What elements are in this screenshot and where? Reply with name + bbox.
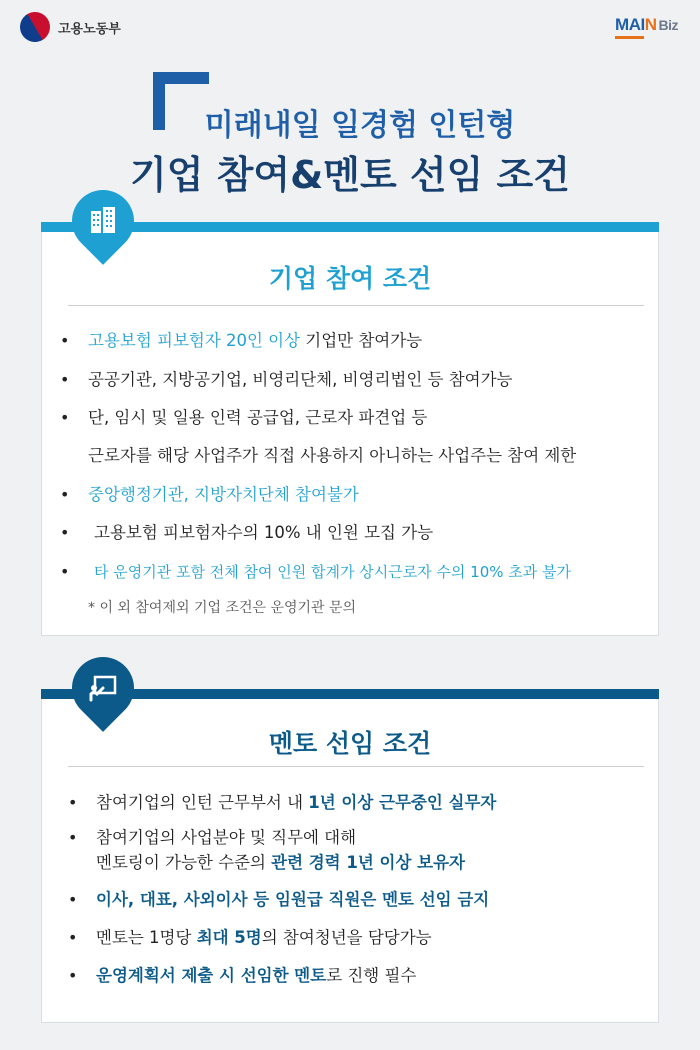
item-text: 멘토링이 가능한 수준의 <box>96 853 272 872</box>
top-bar <box>0 0 700 60</box>
taegeuk-icon <box>15 7 56 48</box>
bullet: • <box>68 928 78 947</box>
footnote: * 이 외 참여제외 기업 조건은 운영기관 문의 <box>88 600 357 616</box>
item-highlight: 관련 경력 1년 이상 보유자 <box>271 853 465 872</box>
divider <box>68 305 644 306</box>
section-title: 멘토 선임 조건 <box>268 729 432 758</box>
brand-biz: Biz <box>658 17 678 33</box>
item-highlight: 최대 5명 <box>196 928 262 947</box>
bullet: • <box>60 485 70 504</box>
item-highlight: 고용보험 피보험자 20인 이상 <box>88 331 301 350</box>
company-conditions-card <box>41 222 659 636</box>
building-icon <box>83 201 123 241</box>
item-text: 참여기업의 사업분야 및 직무에 대해 <box>96 828 357 847</box>
divider <box>68 766 644 767</box>
bullet: • <box>68 793 78 812</box>
item-text: 공공기관, 지방공기업, 비영리단체, 비영리법인 등 참여가능 <box>88 370 513 389</box>
item-highlight: 이사, 대표, 사외이사 등 임원급 직원은 멘토 선임 금지 <box>96 890 490 909</box>
item-text: 멘토는 1명당 <box>96 928 197 947</box>
item-highlight: 중앙행정기관, 지방자치단체 참여불가 <box>88 485 359 504</box>
bullet: • <box>60 562 70 581</box>
item-text: 단, 임시 및 일용 인력 공급업, 근로자 파견업 등 <box>88 408 428 427</box>
item-text: 근로자를 해당 사업주가 직접 사용하지 아니하는 사업주는 참여 제한 <box>88 446 577 465</box>
item-text: 기업만 참여가능 <box>300 331 423 350</box>
bullet: • <box>60 523 70 542</box>
item-highlight: 운영계획서 제출 시 선임한 멘토 <box>96 966 327 985</box>
bullet: • <box>60 331 70 350</box>
gov-logo <box>20 12 121 42</box>
section-title: 기업 참여 조건 <box>268 264 432 293</box>
bullet: • <box>68 890 78 909</box>
bullet: • <box>68 966 78 985</box>
bullet: • <box>60 370 70 389</box>
mentor-conditions-card <box>41 689 659 1023</box>
item-text: 로 진행 필수 <box>326 966 417 985</box>
mainbiz-logo <box>615 15 678 35</box>
item-text: 의 참여청년을 담당가능 <box>261 928 432 947</box>
item-text: 고용보험 피보험자수의 10% 내 인원 모집 가능 <box>94 523 434 542</box>
gov-name: 고용노동부 <box>58 21 121 37</box>
item-text: 참여기업의 인턴 근무부서 내 <box>96 793 309 812</box>
presentation-icon <box>83 668 123 708</box>
item-highlight: 타 운영기관 포함 전체 참여 인원 합계가 상시근로자 수의 10% 초과 불가 <box>94 563 572 581</box>
bullet: • <box>68 828 78 847</box>
title-line1: 미래내일 일경험 인턴형 <box>204 108 516 143</box>
brand-main: MAI <box>615 15 645 34</box>
bullet: • <box>60 408 70 427</box>
item-highlight: 1년 이상 근무중인 실무자 <box>308 793 497 812</box>
brand-n: N <box>644 15 657 34</box>
title-line2: 기업 참여&멘토 선임 조건 <box>130 153 570 197</box>
